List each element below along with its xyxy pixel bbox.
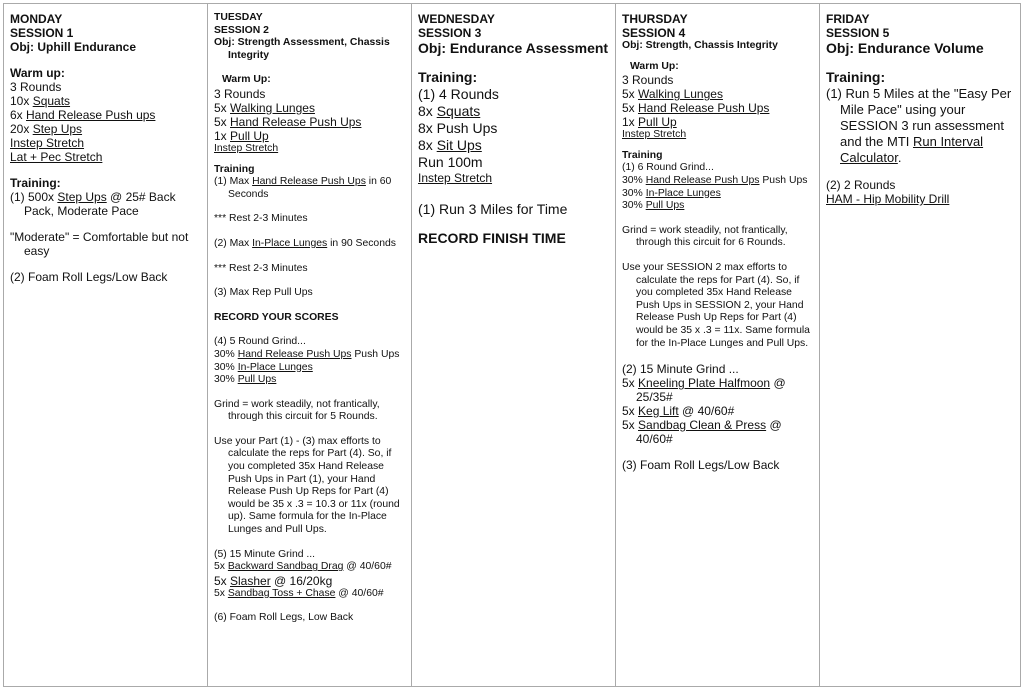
tuesday-column: TUESDAY SESSION 2 Obj: Strength Assessment, Chassis Integrity Warm Up: 3 Rounds 5x Walking Lunges 5x Hand Release Push Ups 1x Pull Up Instep Stretch Training (1) Max Hand Release Push Ups in 60 Seconds *** Rest 2-3 Minutes (2) Max In-Place Lunges in 90 Seconds *** Rest 2-3 Minutes (3) Max Rep Pull Ups RECORD YOUR SCORES (4) 5 Round Grind... 30% Hand Release Push Ups Push Ups 30% In-Place Lunges 30% Pull Ups Grind = work steadily, not frantically, through this circuit for 5 Rounds. Use your Part (1) - (3) max efforts to calculate the reps for Part (4). So, if you completed 35x Hand Release Push Ups in Part (1), your Hand Release Push Up Reps for Part (4) would be 35 x .3 = 10.3 or 11x (round up). Same formula for the In-Place Lunges and Pull Ups. (5) 15 Minute Grind ... 5x Backward Sandbag Drag @ 40/60# 5x Slasher @ 16/20kg 5x Sandbag Toss + Chase @ 40/60# (6) Foam Roll Legs, Low Back [207,4,411,686]
training-item: (2) Foam Roll Legs/Low Back [10,270,168,284]
weekly-schedule-table [3,3,1021,687]
objective: Obj: Strength Assessment, Chassis Integrity [214,37,390,61]
grind-note: Grind = work steadily, not frantically, through this circuit for 6 Rounds. [622,224,788,249]
exercise-link[interactable]: Hand Release Push Ups [252,176,366,188]
exercise-link[interactable]: Instep Stretch [10,136,85,150]
training-title: Training [622,149,663,161]
exercise-link[interactable]: Instep Stretch [622,129,687,141]
rest-note: *** Rest 2-3 Minutes [214,213,308,225]
exercise-link[interactable]: Pull Up [638,115,677,130]
exercise-link[interactable]: Squats [32,94,71,108]
objective: Obj: Strength, Chassis Integrity [622,40,778,51]
exercise-link[interactable]: Step Ups [32,122,83,136]
record-finish-time: RECORD FINISH TIME [418,230,566,246]
grind-note: Grind = work steadily, not frantically, through this circuit for 5 Rounds. [214,398,380,423]
training-item: (5) 15 Minute Grind ... [214,548,316,560]
exercise-link[interactable]: Sandbag Clean & Press [638,418,767,433]
exercise-link[interactable]: In-Place Lunges [252,237,328,249]
exercise-link[interactable]: Kneeling Plate Halfmoon [638,376,771,391]
training-item: (1) 500x Step Ups @ 25# Back Pack, Moderate Pace [10,190,176,218]
exercise-link[interactable]: Squats [436,103,481,119]
warmup-title: Warm Up: [222,74,271,86]
exercise-link[interactable]: Instep Stretch [418,171,493,185]
session-title: SESSION 5 [826,26,890,40]
exercise-link[interactable]: HAM - Hip Mobility Drill [826,192,950,206]
warmup-item: 10x Squats [10,94,71,108]
exercise-link[interactable]: Pull Up [230,128,269,143]
exercise-link[interactable]: Hand Release Push Ups [230,114,362,129]
exercise-link[interactable]: Step Ups [57,190,107,204]
rounds: 3 Rounds [10,80,62,94]
session-title: SESSION 1 [10,26,74,40]
training-title: Training: [826,69,886,85]
exercise-link[interactable]: Backward Sandbag Drag [227,561,344,573]
training-item: (2) 2 Rounds [826,178,896,192]
exercise-link[interactable]: Sandbag Toss + Chase [227,587,336,599]
training-item: (1) 6 Round Grind... [622,162,714,174]
objective: Obj: Endurance Volume [826,40,984,56]
day-title: THURSDAY [622,12,688,26]
training-item: (3) Max Rep Pull Ups [214,287,313,299]
day-title: FRIDAY [826,12,870,26]
session-title: SESSION 4 [622,26,686,40]
exercise-link[interactable]: In-Place Lunges [645,187,721,199]
training-item: (2) 15 Minute Grind ... [622,362,739,377]
exercise-link[interactable]: Pull Ups [645,200,685,212]
training-title: Training: [418,69,478,85]
training-title: Training [214,163,255,175]
exercise-link[interactable]: Lat + Pec Stretch [10,150,103,164]
training-title: Training: [10,176,61,190]
exercise-link[interactable]: Hand Release Push ups [26,108,156,122]
wednesday-column: WEDNESDAY SESSION 3 Obj: Endurance Assessment Training: (1) 4 Rounds 8x Squats 8x Push Ups 8x Sit Ups Run 100m Instep Stretch (1) Run 3 Miles for Time RECORD FINISH TIME [411,4,615,686]
exercise-link[interactable]: Walking Lunges [638,87,723,102]
training-item: (6) Foam Roll Legs, Low Back [214,612,354,624]
exercise-link[interactable]: Walking Lunges [230,100,315,115]
exercise-link[interactable]: Pull Ups [237,374,277,386]
exercise-link[interactable]: Keg Lift [638,404,679,419]
session-title: SESSION 3 [418,26,482,40]
day-title: WEDNESDAY [418,12,495,26]
objective: Obj: Endurance Assessment [418,40,609,56]
exercise-link[interactable]: Hand Release Push Ups [645,174,760,186]
rounds: 3 Rounds [622,73,674,88]
exercise-link[interactable]: Hand Release Push Ups [638,101,770,116]
rounds: 3 Rounds [214,86,266,101]
warmup-item: 20x Step Ups [10,122,83,136]
friday-column: FRIDAY SESSION 5 Obj: Endurance Volume Training: (1) Run 5 Miles at the "Easy Per Mile Pace" using your SESSION 3 run assessment and the MTI Run Interval Calculator. (2) 2 Rounds HAM - Hip Mobility Drill [819,4,1021,686]
session-title: SESSION 2 [214,24,269,36]
formula-note: Use your SESSION 2 max efforts to calculate the reps for Part (4). So, if you completed 35x Hand Release Push Ups in SESSION 2, your Hand Release Push Up Reps for Part (4) would be 35 x .3 = 11x. Same formula for the In-Place Lunges and Pull Ups. [622,261,810,349]
training-item: (4) 5 Round Grind... [214,336,306,348]
training-item: Run 100m [418,154,483,170]
formula-note: Use your Part (1) - (3) max efforts to calculate the reps for Part (4). So, if you completed 35x Hand Release Push Ups in Part (1), your Hand Release Push Up Reps for Part (4) would be 35 x .3 = 10.3 or 11x (round up). Same formula for the In-Place Lunges and Pull Ups. [214,435,400,536]
training-item: (3) Foam Roll Legs/Low Back [622,458,780,473]
warmup-title: Warm up: [10,66,65,80]
record-scores: RECORD YOUR SCORES [214,311,339,323]
exercise-link[interactable]: In-Place Lunges [237,361,313,373]
thursday-column: THURSDAY SESSION 4 Obj: Strength, Chassis Integrity Warm Up: 3 Rounds 5x Walking Lunges 5x Hand Release Push Ups 1x Pull Up Instep Stretch Training (1) 6 Round Grind... 30% Hand Release Push Ups Push Ups 30% In-Place Lunges 30% Pull Ups Grind = work steadily, not frantically, through this circuit for 6 Rounds. Use your SESSION 2 max efforts to calculate the reps for Part (4). So, if you completed 35x Hand Release Push Ups in SESSION 2, your Hand Release Push Up Reps for Part (4) would be 35 x .3 = 11x. Same formula for the In-Place Lunges and Pull Ups. (2) 15 Minute Grind ... 5x Kneeling Plate Halfmoon @ 25/35# 5x Keg Lift @ 40/60# 5x Sandbag Clean & Press @ 40/60# (3) Foam Roll Legs/Low Back [615,4,819,686]
day-title: TUESDAY [214,12,263,23]
note: "Moderate" = Comfortable but not easy [10,230,189,258]
training-item: (1) 4 Rounds [418,86,499,102]
monday-column [3,4,207,686]
exercise-link[interactable]: Run Interval Calculator [840,134,984,165]
exercise-link[interactable]: Slasher [230,573,271,588]
warmup-item: 6x Hand Release Push ups [10,108,156,122]
objective: Obj: Uphill Endurance [10,40,137,54]
warmup-title: Warm Up: [630,60,679,72]
rest-note: *** Rest 2-3 Minutes [214,262,308,274]
day-title: MONDAY [10,12,63,26]
training-item: 8x Push Ups [418,120,498,136]
exercise-link[interactable]: Instep Stretch [214,142,279,154]
exercise-link[interactable]: Hand Release Push Ups [237,348,352,360]
training-item: (1) Run 3 Miles for Time [418,201,568,217]
exercise-link[interactable]: Sit Ups [436,137,482,153]
